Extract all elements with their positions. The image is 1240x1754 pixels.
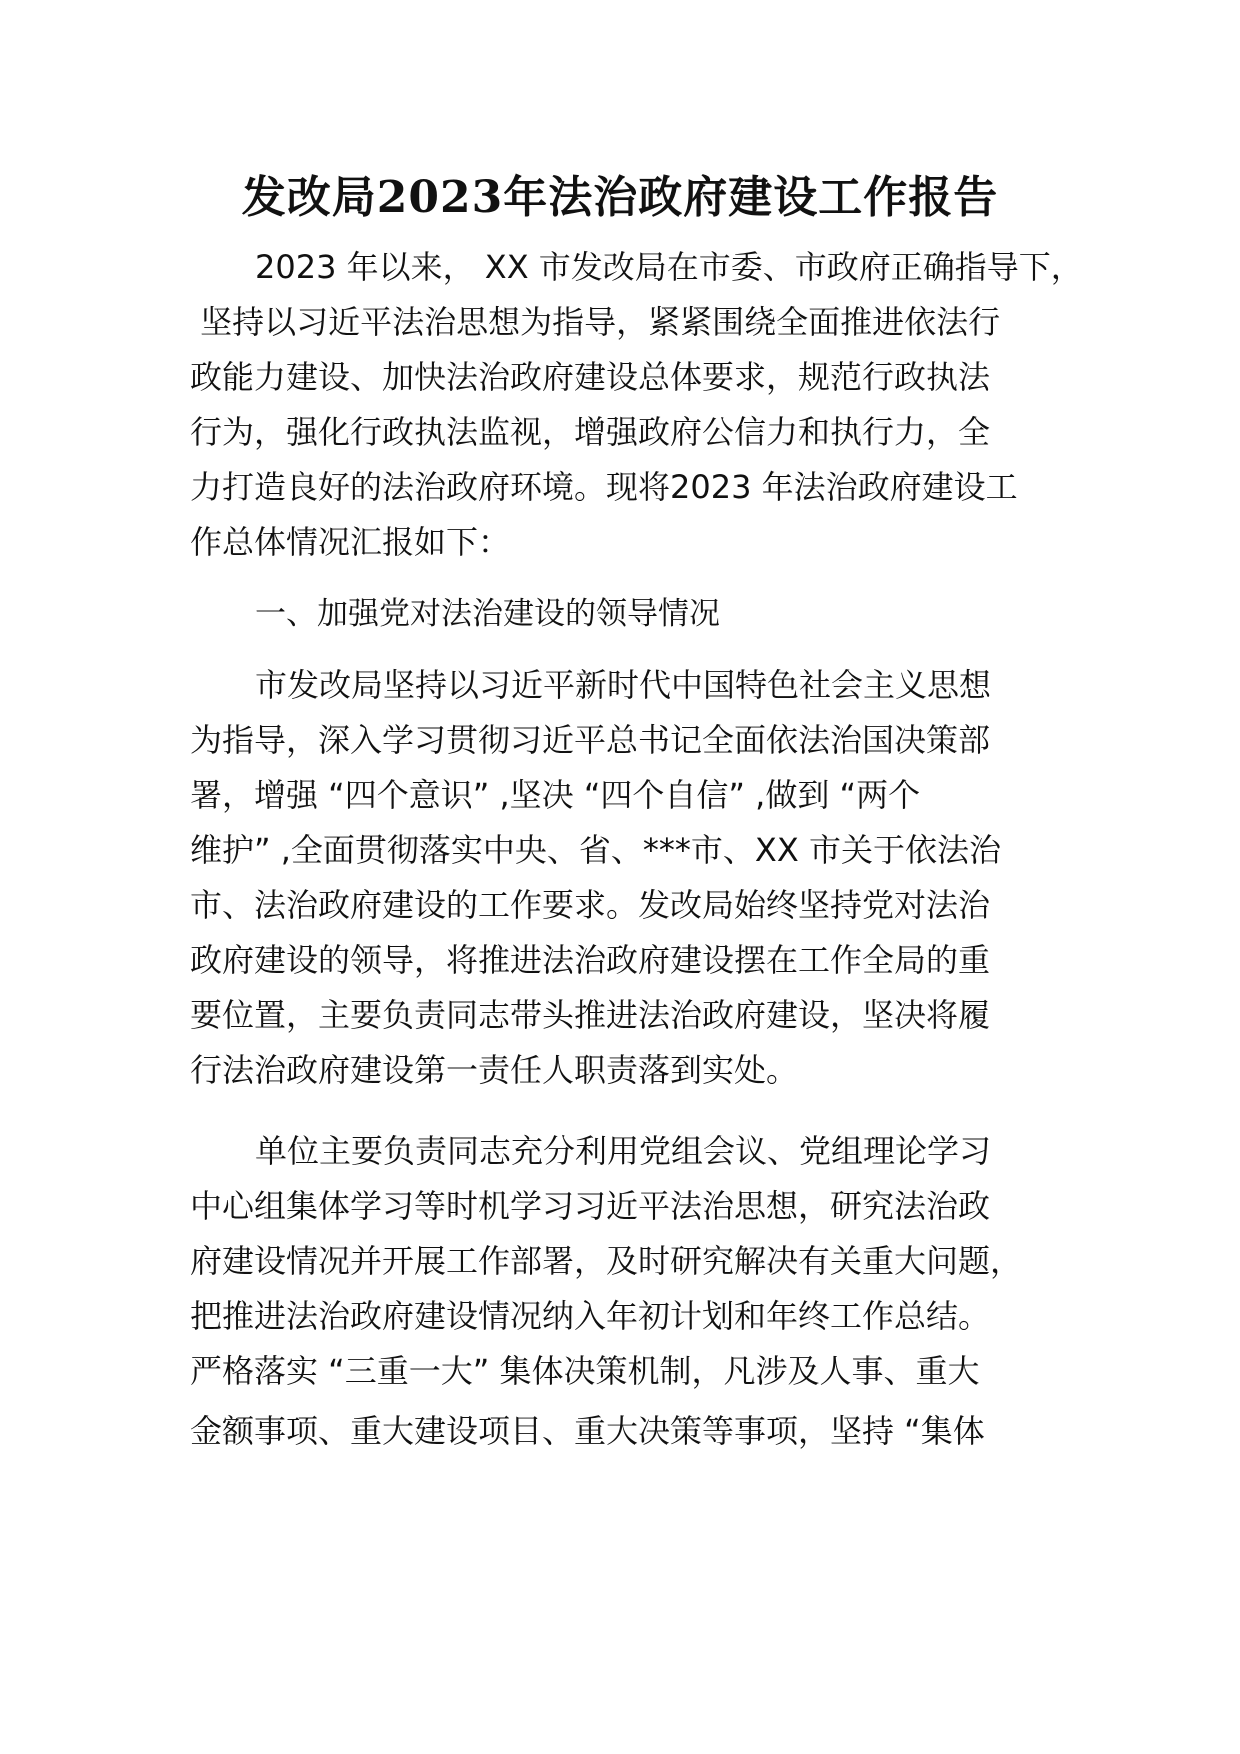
paragraph-line: 署，增强 “四个意识” ,坚决 “四个自信” ,做到 “两个 bbox=[190, 776, 921, 814]
paragraph-line: 把推进法治政府建设情况纳入年初计划和年终工作总结。 bbox=[190, 1297, 991, 1335]
paragraph-line: 维护” ,全面贯彻落实中央、省、***市、XX 市关于依法治 bbox=[190, 831, 1001, 869]
paragraph-line: 严格落实 “三重一大” 集体决策机制，凡涉及人事、重大 bbox=[190, 1352, 980, 1390]
paragraph-line: 政府建设的领导，将推进法治政府建设摆在工作全局的重 bbox=[190, 941, 991, 979]
paragraph-line: 行法治政府建设第一责任人职责落到实处。 bbox=[190, 1051, 799, 1089]
section-heading: 一、加强党对法治建设的领导情况 bbox=[255, 596, 720, 632]
paragraph-line: 行为，强化行政执法监视，增强政府公信力和执行力，全 bbox=[190, 413, 991, 451]
paragraph-line: 政能力建设、加快法治政府建设总体要求，规范行政执法 bbox=[190, 358, 991, 396]
paragraph-line: 作总体情况汇报如下： bbox=[190, 523, 511, 561]
paragraph-line: 为指导，深入学习贯彻习近平总书记全面依法治国决策部 bbox=[190, 721, 991, 759]
paragraph-line: 2023 年以来， XX 市发改局在市委、市政府正确指导下， bbox=[255, 248, 1083, 286]
paragraph-line: 力打造良好的法治政府环境。现将2023 年法治政府建设工 bbox=[190, 468, 1018, 506]
paragraph-line: 市、法治政府建设的工作要求。发改局始终坚持党对法治 bbox=[190, 886, 991, 924]
paragraph-line: 金额事项、重大建设项目、重大决策等事项，坚持 “集体 bbox=[190, 1412, 985, 1450]
paragraph-line: 市发改局坚持以习近平新时代中国特色社会主义思想 bbox=[255, 666, 992, 704]
paragraph-line: 单位主要负责同志充分利用党组会议、党组理论学习 bbox=[255, 1132, 992, 1170]
paragraph-line: 要位置，主要负责同志带头推进法治政府建设，坚决将履 bbox=[190, 996, 991, 1034]
document-title: 发改局2023年法治政府建设工作报告 bbox=[241, 172, 999, 223]
paragraph-line: 府建设情况并开展工作部署，及时研究解决有关重大问题， bbox=[190, 1242, 1023, 1280]
paragraph-line: 坚持以习近平法治思想为指导，紧紧围绕全面推进依法行 bbox=[190, 303, 1001, 341]
paragraph-line: 中心组集体学习等时机学习习近平法治思想，研究法治政 bbox=[190, 1187, 991, 1225]
